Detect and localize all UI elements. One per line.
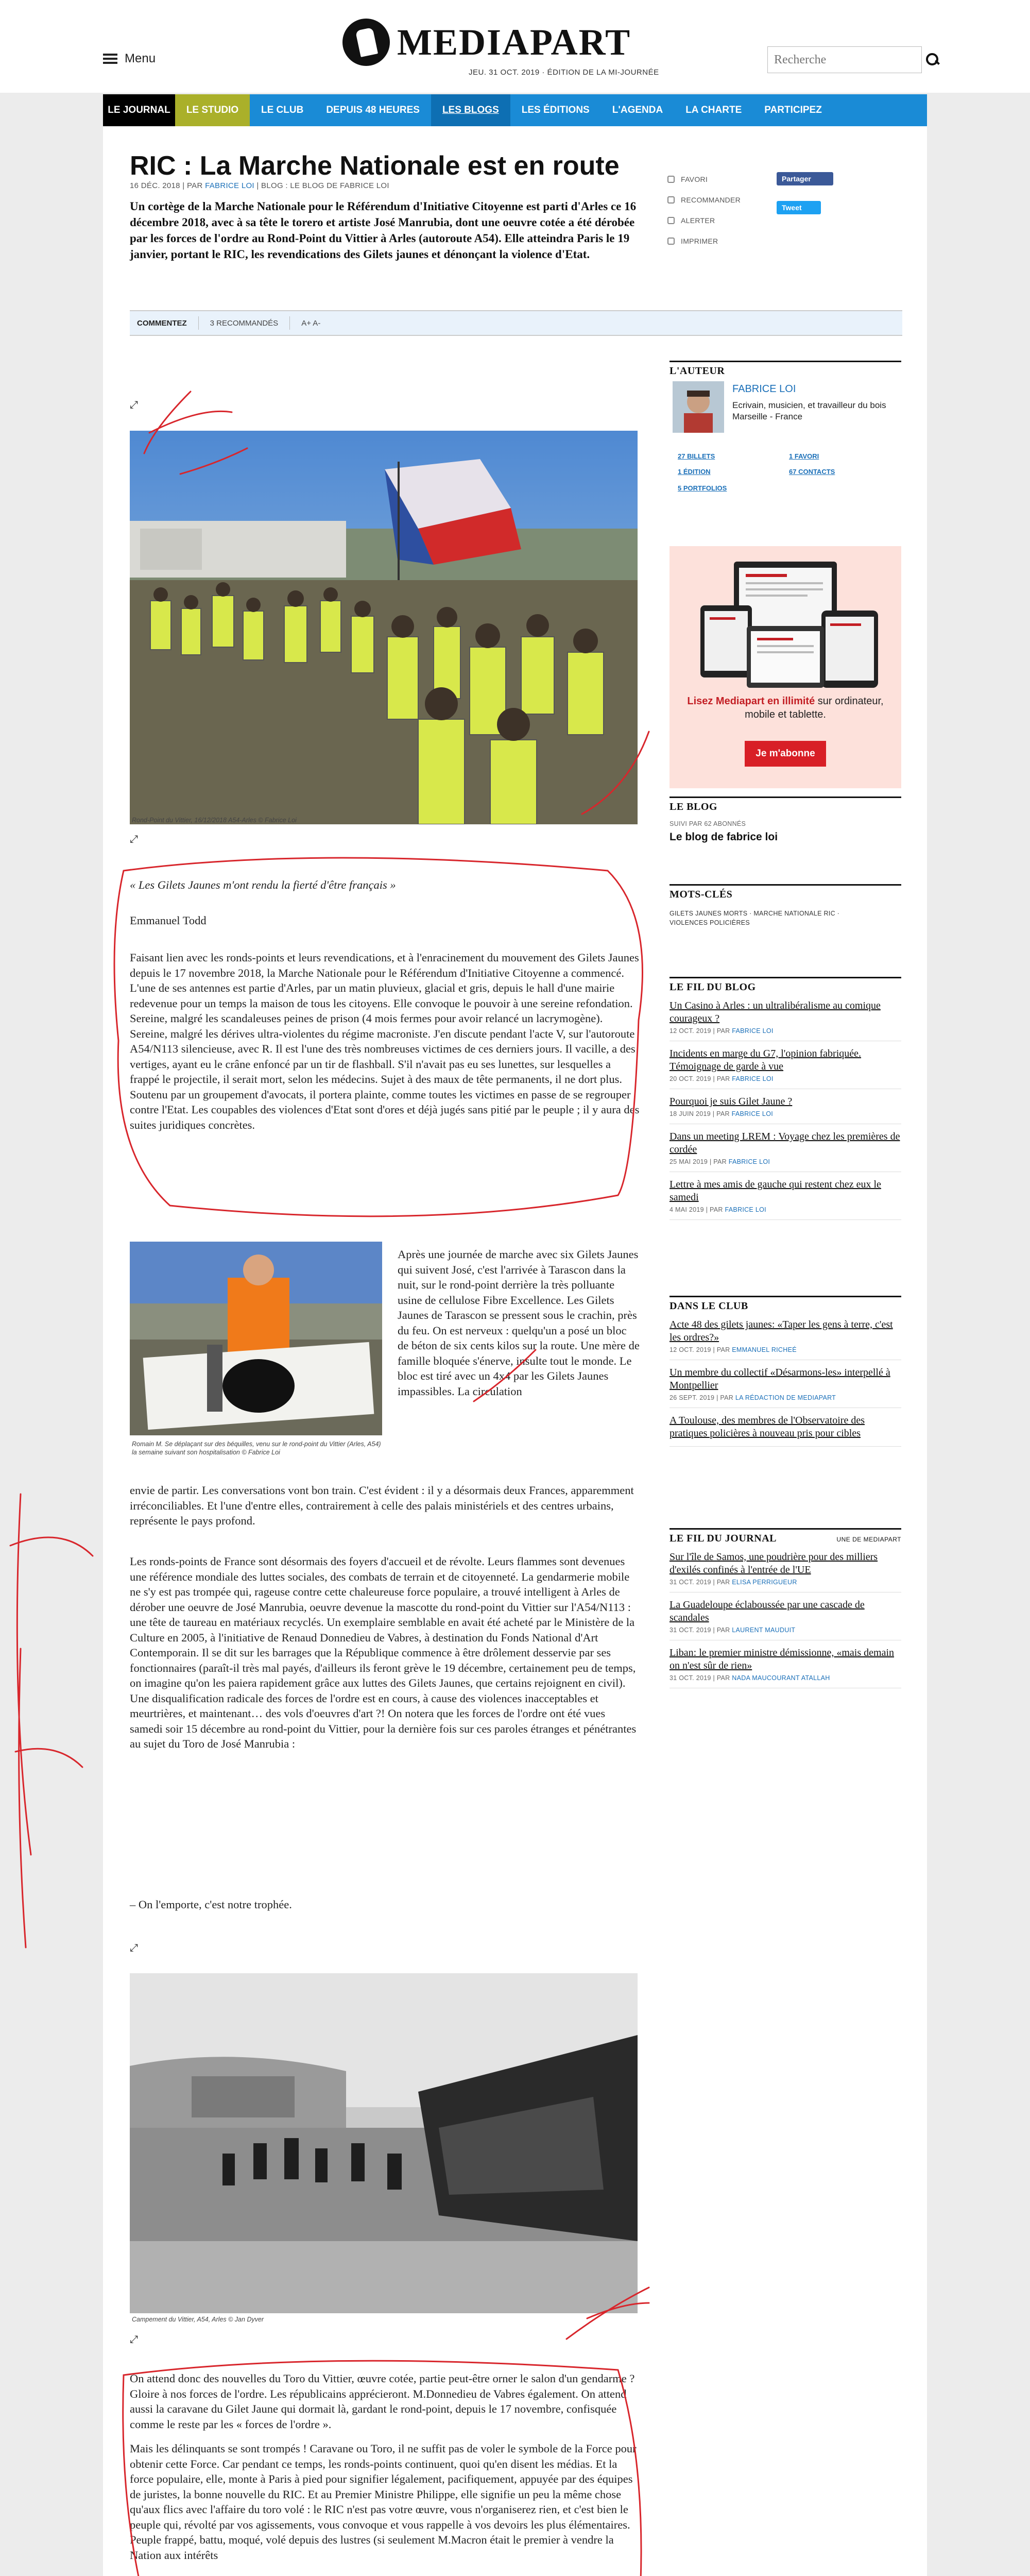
main-nav [103,94,927,126]
font-size-controls[interactable]: A+ A- [301,318,321,328]
meta-author-link[interactable]: FABRICE LOI [205,181,254,190]
photo-caption: Romain M. Se déplaçant sur des béquilles, venu sur le rond-point du Vittier (Arles, A54) la semaine suivant son hospitalisation © Fabrice Loi [132,1440,381,1456]
annotation-stroke [10,1537,93,1767]
author-avatar[interactable] [673,381,724,433]
club-item-meta [670,1346,901,1353]
club-item-title[interactable]: Un membre du collectif «Désarmons-les» interpellé à Montpellier [670,1367,890,1391]
photo-romain [130,1242,382,1435]
expand-icon[interactable]: ⤢ [130,1942,138,1954]
journal-item-title[interactable]: La Guadeloupe éclaboussée par une cascade de scandales [670,1599,865,1623]
author-section [670,361,901,377]
nav-item-agenda[interactable]: L'AGENDA [601,94,674,126]
meta-author-prefix: PAR [186,181,203,190]
fil-blog-item-date: 20 OCT. 2019 | PAR [670,1075,732,1082]
blog-followers: SUIVI PAR 62 ABONNÉS [670,820,746,827]
blog-section [670,796,901,843]
fil-blog-item-meta [670,1206,901,1213]
logo-badge-icon [342,19,390,66]
fil-blog-item-meta [670,1027,901,1035]
nav-item-editions[interactable]: LES ÉDITIONS [510,94,601,126]
journal-item-meta [670,1674,901,1682]
fil-blog-item-meta [670,1075,901,1082]
nav-item-participez[interactable]: PARTICIPEZ [753,94,833,126]
fil-blog-item-author[interactable]: FABRICE LOI [732,1027,774,1035]
fil-blog-item-author[interactable]: FABRICE LOI [728,1158,770,1165]
meta-date: 16 DÉC. 2018 [130,181,180,190]
journal-item[interactable] [670,1640,901,1688]
meta-blog-prefix: BLOG : [261,181,288,190]
author-stat-favori[interactable]: 1 FAVORI [789,452,819,460]
club-section [670,1296,901,1447]
subscribe-button[interactable]: Je m'abonne [745,741,826,767]
thumb-icon [667,196,675,204]
journal-item-date: 31 OCT. 2019 | PAR [670,1579,732,1586]
club-item[interactable] [670,1312,901,1360]
fil-blog-list [670,993,901,1220]
fil-blog-item-title[interactable]: Un Casino à Arles : un ultralibéralisme au comique courageux ? [670,1000,881,1024]
club-item-date: 12 OCT. 2019 | PAR [670,1346,732,1353]
brand-name: MEDIAPART [397,21,631,63]
author-stat-portfolios[interactable]: 5 PORTFOLIOS [678,484,727,492]
fil-blog-item-title[interactable]: Pourquoi je suis Gilet Jaune ? [670,1096,793,1107]
fil-blog-item-author[interactable]: FABRICE LOI [731,1110,773,1117]
photo-roundabout [130,431,638,824]
photo-caption: Campement du Vittier, A54, Arles © Jan Dyver [132,2316,264,2323]
blog-name-link[interactable]: Le blog de fabrice loi [670,831,778,843]
alerter-action[interactable] [667,210,786,231]
club-item-title[interactable]: Acte 48 des gilets jaunes: «Taper les gens à terre, c'est les ordres?» [670,1319,893,1343]
article-title: RIC : La Marche Nationale est en route [130,151,620,181]
article-meta: 16 DÉC. 2018 | PAR FABRICE LOI | BLOG : LE BLOG DE FABRICE LOI [130,181,389,190]
paragraph-4: On attend donc des nouvelles du Toro du Vittier, œuvre cotée, partie peut-être orner le salon d'un gendarme ? Gloire à nos forces de l'ordre. Les républicains apprécieront. M.Donnedieu de Vabres également. On attend aussi la caravane du Gilet Jaune qui dormait là, gardant le rond-point, depuis le 17 novembre, confisquée comme le reste par les « forces de l'ordre ». [130,2372,635,2431]
fil-blog-item-author[interactable]: FABRICE LOI [725,1206,766,1213]
imprimer-label: IMPRIMER [681,237,718,245]
fil-blog-item-meta [670,1158,901,1165]
author-stat-edition[interactable]: 1 ÉDITION [678,468,711,476]
journal-item-date: 31 OCT. 2019 | PAR [670,1626,732,1634]
quote-trophy: – On l'emporte, c'est notre trophée. [130,1898,292,1911]
author-heading: L'AUTEUR [670,361,901,377]
facebook-share-button[interactable]: Partager [777,172,833,185]
fil-blog-item-title[interactable]: Incidents en marge du G7, l'opinion fabriquée. Témoignage de garde à vue [670,1048,862,1072]
print-icon [667,238,675,245]
expand-icon[interactable]: ⤢ [130,834,138,845]
comment-bar [130,310,902,336]
club-item[interactable] [670,1408,901,1447]
quote-title [130,877,634,893]
journal-item-meta [670,1626,901,1634]
club-item-title[interactable]: A Toulouse, des membres de l'Observatoire des pratiques policières à nouveau pris pour cibles [670,1415,865,1439]
expand-icon[interactable]: ⤢ [130,399,138,411]
journal-section [670,1528,901,1688]
fil-blog-item[interactable] [670,1089,901,1124]
nav-item-club[interactable]: LE CLUB [250,94,315,126]
author-stat-billets[interactable]: 27 BILLETS [678,452,715,460]
journal-heading [670,1528,901,1545]
nav-filler [833,94,927,126]
article-lead: Un cortège de la Marche Nationale pour le Référendum d'Initiative Citoyenne est parti d'Arles ce 16 décembre 2018, avec à sa tête le torero et artiste José Manrubia, dont une oeuvre cotée a été dérobée par les forces de l'ordre au Rond-Point du Vittier à Arles (autoroute A54). Elle atteindra Paris le 19 janvier, portant le RIC, les revendications des Gilets jaunes et dénonçant la violence d'Etat. [130,200,637,261]
search-box[interactable] [767,46,922,73]
divider [198,316,199,330]
journal-item-date: 31 OCT. 2019 | PAR [670,1674,732,1682]
blog-heading: LE BLOG [670,796,901,813]
menu-button[interactable] [103,52,156,66]
site-logo[interactable] [342,19,631,66]
twitter-share-button[interactable]: Tweet [777,201,821,214]
journal-item-title[interactable]: Liban: le premier ministre démissionne, «mais demain on n'est sûr de rien» [670,1647,895,1671]
nav-item-48h[interactable]: DEPUIS 48 HEURES [315,94,431,126]
fil-blog-item-date: 12 OCT. 2019 | PAR [670,1027,732,1035]
author-stat-contacts[interactable]: 67 CONTACTS [789,468,835,476]
journal-item-title[interactable]: Sur l'île de Samos, une poudrière pour des milliers d'exilés confinés à l'entrée de l'UE [670,1551,878,1575]
author-description: Ecrivain, musicien, et travailleur du bois Marseille - France [732,400,886,421]
ad-text-bold: Lisez Mediapart en illimité [687,696,815,707]
quote-title-text: « Les Gilets Jaunes m'ont rendu la fierté d'être français » [130,878,396,891]
fil-blog-item-date: 18 JUIN 2019 | PAR [670,1110,732,1117]
favori-action[interactable] [667,169,786,190]
paragraph-3: Les ronds-points de France sont désormais des foyers d'accueil et de révolte. Leurs flammes sont devenues une référence mondiale des luttes sociales, des combats de terrain et de citoyenneté. La gendarmerie mobile ne s'y est pas trompée qui, rageuse contre cette chaleureuse force populaire, a trouvé intelligent à Arles de dérober une oeuvre de José Manrubia, oeuvre devenue la mascotte du rond-point du Vittier sur l'A54/N113 : une tête de taureau en matériaux recyclés. Un exemplaire semblable en avait été acheté par le Ministère de la Culture en 2005, à l'initiative de Renaud Donnedieu de Vabres, à destination du Fonds National d'Art Contemporain. Il se dit sur les barrages que la République commence à être drôlement desservie par ses fonctionnaires (paraît-il très mal payés, d'ailleurs ils feront grève le 19 décembre, certainement peu de temps, on imagine qu'on les paiera rapidement grâce aux luttes des Gilets Jaunes, que certains rejoignent en civil). Une disqualification radicale des forces de l'ordre est en cours, à cause des violences inacceptables et meurtrières, et maintenant… des vols d'oeuvres d'art ?! On notera que les forces de l'ordre ont été vues samedi soir 15 décembre au rond-point du Vittier, pour la dernière fois sur ces paroles étranges et pénétrantes au sujet du Toro de José Manrubia : [130,1555,637,1750]
recommander-label: RECOMMANDER [681,196,741,204]
alert-icon [667,217,675,224]
club-heading: DANS LE CLUB [670,1296,901,1312]
club-item-author[interactable]: LA RÉDACTION DE MEDIAPART [735,1394,836,1401]
club-item-meta [670,1394,901,1401]
ad-text [680,694,891,721]
edition-date: JEU. 31 OCT. 2019 · ÉDITION DE LA MI-JOURNÉE [469,68,659,77]
star-icon [667,176,675,183]
expand-icon[interactable]: ⤢ [130,2334,138,2345]
meta-blog-link[interactable]: LE BLOG DE FABRICE LOI [290,181,389,190]
ad-text-rest: sur ordinateur, mobile et tablette. [745,696,884,720]
nav-item-studio[interactable]: LE STUDIO [175,94,250,126]
favori-label: FAVORI [681,175,708,183]
photo-caption: Rond-Point du Vittier, 16/12/2018 A54-Arles © Fabrice Loi [132,817,297,824]
fil-blog-item-date: 4 MAI 2019 | PAR [670,1206,725,1213]
club-item[interactable] [670,1360,901,1408]
journal-item-author[interactable]: LAURENT MAUDUIT [732,1626,796,1634]
nav-item-journal[interactable]: LE JOURNAL [103,94,175,126]
paragraph-1: Faisant lien avec les ronds-points et leurs revendications, et à l'enracinement du mouvement des Gilets Jaunes depuis le 17 novembre 2018, la Marche Nationale pour le Référendum d'Initiative Citoyenne a commencé. L'une de ses antennes est partie d'Arles, par un matin pluvieux, glacial et gris, depuis le hall d'une mairie redevenue pour un temps la maison de tous les citoyens. Elle convoque le pouvoir à une sereine refondation. Sereine, malgré les scandaleuses peines de prison (4 mois fermes pour avoir relancé un lacrymogène). Sereine, malgré les dérives ultra-violentes du régime macroniste. J'en discute pendant l'acte V, sur l'autoroute A54/N113 silencieuse, avec R. Il est l'une des très nombreuses victimes de ces derniers jours. Il vacille, a des vertiges, ayant eu le crâne enfoncé par un tir de flashball. S'il n'avait pas eu ses lunettes, sur lesquelles a frappé le projectile, il serait mort, selon les médecins. Sujet à des maux de tête permanents, il ne dort plus. Soutenu par un groupement d'avocats, il portera plainte, comme toutes les victimes en passe de se regrouper contre l'Etat. Les coupables des violences d'Etat sont d'ores et déjà jugés sans pitié par le peuple ; il y aura des suites juridiques concrètes. [130,951,640,1131]
recommander-action[interactable] [667,190,786,210]
journal-item-meta [670,1579,901,1586]
article-actions [667,169,786,251]
journal-heading-text: LE FIL DU JOURNAL [670,1533,777,1544]
fil-blog-heading: LE FIL DU BLOG [670,977,901,993]
fil-blog-item[interactable] [670,1041,901,1089]
fil-blog-item[interactable] [670,993,901,1041]
fil-blog-item-title[interactable]: Dans un meeting LREM : Voyage chez les premières de cordée [670,1131,900,1155]
commentez-link[interactable]: COMMENTEZ [137,318,187,328]
keywords-list[interactable]: GILETS JAUNES MORTS · MARCHE NATIONALE RIC · VIOLENCES POLICIÈRES [670,910,840,926]
club-item-author[interactable]: EMMANUEL RICHEÉ [732,1346,797,1353]
keywords-section [670,884,901,927]
menu-label: Menu [125,52,156,65]
fil-blog-item[interactable] [670,1124,901,1172]
hamburger-icon [103,54,117,64]
search-input[interactable] [774,53,926,67]
fil-blog-item-date: 25 MAI 2019 | PAR [670,1158,729,1165]
photo-campement [130,1973,638,2313]
club-list [670,1312,901,1447]
recommandes-count[interactable]: 3 RECOMMANDÉS [210,318,279,328]
paragraph-2-side: Après une journée de marche avec six Gilets Jaunes qui suivent José, c'est l'arrivée à Tarascon dans la nuit, sur le rond-point derrière la très polluante usine de cellulose Fibre Excellence. Les Gilets Jaunes de Tarascon se pressent sous le crachin, près du feu. On est nerveux : quelqu'un a posé un bloc de béton de six cents kilos sur la route. Une mère de famille bloquée s'énerve, insulte tout le monde. Le bloc est tiré avec un 4x4 par les Gilets Jaunes impassibles. La circulation [398,1248,640,1398]
author-name-link[interactable]: FABRICE LOI [732,383,796,395]
paragraph-5: Mais les délinquants se sont trompés ! Caravane ou Toro, il ne suffit pas de voler le symbole de la Force pour obtenir cette Force. Car pendant ce temps, les ronds-points continuent, quoi qu'en disent les médias. Et la force populaire, elle, monte à Paris à pied pour signifier légalement, pacifiquement, appuyée par des équipes de juristes, la bonne nouvelle du RIC. Et au Premier Ministre Philippe, elle signifie un peu la même chose qu'aux flics avec l'affaire du toro volé : le RIC n'est pas votre œuvre, vous n'organiserez rien, et c'est bien le peuple qui, révolté par vos agissements, vous convoque et vous rappelle à vos devoirs les plus élémentaires. Peuple frappé, battu, moqué, volé depuis des lustres (si seulement M.Macron était le premier à vendre la Nation aux intérêts [130,2442,637,2562]
journal-item-author[interactable]: ELISA PERRIGUEUR [732,1579,797,1586]
nav-item-charte[interactable]: LA CHARTE [674,94,753,126]
divider [289,316,290,330]
fil-blog-item-author[interactable]: FABRICE LOI [732,1075,774,1082]
fil-blog-item[interactable] [670,1172,901,1220]
paragraph-2-rest: envie de partir. Les conversations vont bon train. C'est évident : il y a désormais deux Frances, apparemment irréconciliables. Et l'une d'entre elles, contrairement à celle des palais ministériels et des centres urbains, représente le pays profond. [130,1484,634,1527]
journal-tag[interactable]: UNE DE MEDIAPART [836,1536,901,1543]
journal-item[interactable] [670,1545,901,1592]
journal-list [670,1545,901,1688]
club-item-date: 26 SEPT. 2019 | PAR [670,1394,735,1401]
quote-author: Emmanuel Todd [130,914,207,927]
keywords-heading: MOTS-CLÉS [670,884,901,901]
journal-item[interactable] [670,1592,901,1640]
fil-blog-item-title[interactable]: Lettre à mes amis de gauche qui restent chez eux le samedi [670,1179,881,1203]
annotation-stroke [17,1494,31,1947]
alerter-label: ALERTER [681,216,715,225]
fil-blog-section [670,977,901,1220]
imprimer-action[interactable] [667,231,786,251]
journal-item-author[interactable]: NADA MAUCOURANT ATALLAH [732,1674,830,1682]
fil-blog-item-meta [670,1110,901,1117]
nav-item-blogs[interactable]: LES BLOGS [431,94,510,126]
